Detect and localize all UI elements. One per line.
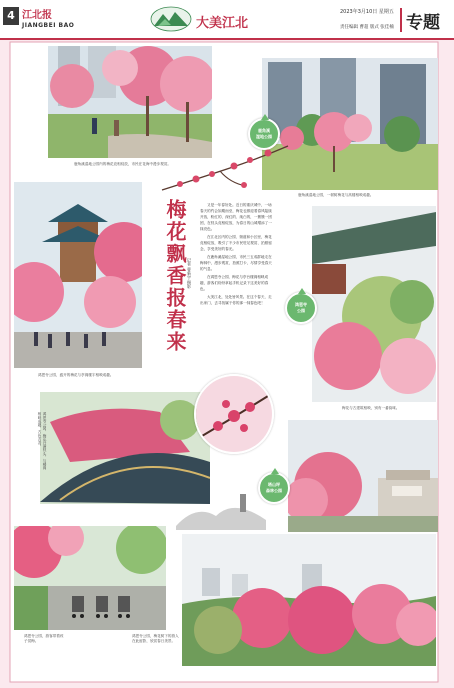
article-title: 梅花飘香报春来 [163,199,187,353]
divider [400,8,402,32]
page-header [0,0,454,40]
issue-date: 2023年3月10日 星期五 [340,9,394,15]
article-byline: 记者 曹新宇 摄影 [187,258,192,289]
caption-1: 鹿角溪湿地公园内的梅花竞相绽放，市民在花海中漫步观赏。 [74,162,172,166]
paragraph: 在鸿恩寺公园，梅花与亭台楼阁相映成趣，游客们纷纷拿起手机记录下这美好的春色。 [200,275,269,291]
section-label: 专题 [406,13,440,33]
paper-name: 江北报 [22,10,52,21]
caption-5: 鸿恩寺公园，梅花开满枝头，与楼阁相映成趣，古色古香。 [38,412,47,470]
paragraph: 又是一年春好处。近日的重庆城中，一场春天的约会如期而至，梅花也都迎着春风陆续开放，粉红的、深红的、纯白的，一簇簇一团团，在枝头竞相绽放，为春日的山城增添了一抹亮色。 [200,203,272,231]
mountain-logo-icon [150,6,192,32]
caption-7: 鸿恩寺公园，游客带着孩子赏梅。 [24,634,64,643]
paper-pinyin: JIANGBEI BAO [22,22,75,29]
paragraph: 在鹿角溪湿地公园，市民三五成群地走在梅林中，漫步观赏，拍照打卡，尽情享受春天的气息。 [200,255,272,271]
plum-branch-decoration [160,138,290,198]
caption-8: 鸿恩寺公园，梅花树下的游人在此留影，欣赏春日美景。 [132,634,179,643]
caption-3: 鸿恩寺公园，盛开的梅花与亭阁楼宇相映成趣。 [38,373,114,377]
column-title: 大美江北 [196,16,249,31]
photo-temple-corner [40,392,210,504]
photo-strollers [14,526,166,630]
editor-credits: 责任编辑 曹超 版式 张佳楠 [340,25,394,30]
ink-landscape-decoration [176,490,266,530]
page-number: 4 [3,7,19,25]
caption-2: 鹿角溪湿地公园，一树树梅花与高楼相映成趣。 [298,193,374,197]
photo-plum-grove-city [182,534,436,666]
location-badge-hongen: 鸿恩寺 公园 [285,292,317,324]
location-badge-tashanping: 塔山坪 森林公园 [258,472,290,504]
photo-pagoda-roof [312,206,436,402]
paragraph: 大美江北，处处皆风景。在这个春天，走出家门，去寻找属于你的那一抹春色吧！ [200,295,272,305]
caption-4: 梅花与古建筑相映，别有一番韵味。 [342,406,400,410]
location-badge-wetland: 鹿角溪 湿地公园 [248,118,280,150]
photo-tashanping-gate [288,420,438,532]
photo-pagoda [14,182,142,368]
photo-blossom-closeup [194,374,274,454]
article-body [200,202,273,308]
paragraph: 在江北区内的公园、街道和小区里，梅花竞相绽放，吸引了不少市民驻足观赏、拍照留念，享受美好的春光。 [200,235,272,251]
